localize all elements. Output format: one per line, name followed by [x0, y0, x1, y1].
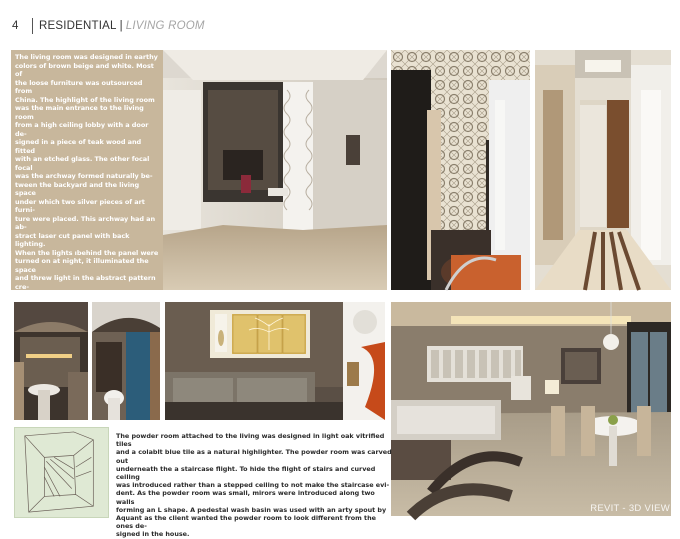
photo-powder-room-wc — [92, 302, 160, 420]
photo-living-dining-render — [391, 302, 671, 516]
sketch-note-top — [19, 438, 20, 443]
page-number: 4 — [12, 20, 19, 32]
render-watermark: REVIT - 3D VIEW — [590, 503, 670, 514]
photo-living-room-archway — [163, 50, 387, 290]
title-separator: | — [119, 20, 123, 32]
intro-paragraph: The living room was designed in earthy colors of brown beige and white. Most of the loose furniture was outsourced from China. The highlight of the living room was the main entrance to the living room from a high ceiling lobby with a door de- signed in a piece of teak wood and fitted with an etched glass. The other focal focal was the archway formed naturally be- tween the backyard and the living space under which two silver pieces of art furni- ture were placed. This archway had an ab- stract laser cut panel with back lighting. When the lights ıbehind the panel were turned on at night, it illuminated the space and threw light in the abstract pattern cre- ating an interesting play of light and — [15, 53, 159, 299]
photo-laser-cut-archway — [391, 50, 530, 290]
room-title: LIVING ROOM — [125, 20, 205, 32]
photo-sofa-wall — [165, 302, 385, 420]
sketch-staircase-section — [14, 427, 109, 518]
photo-powder-room-basin — [14, 302, 88, 420]
powder-room-paragraph: The powder room attached to the living was designed in light oak vitrified tiles and a colablt blue tile as a natural highlighter. The powder room was carved out underneath the a staircase flight. To hide the flight of stairs and curved ceiling was introduced rather than a stepped ceiling to not make the staircase evi- dent. As the powder room was small, mirors were introduced along two walls forming an L shape. A pedestal wash basin was used with an arty spout by Aquant as the client wanted the powder room to look different from the ones de- signed in the house. — [116, 432, 392, 539]
section-title: RESIDENTIAL — [39, 20, 117, 32]
header-divider — [32, 18, 33, 34]
page-header — [12, 18, 205, 34]
photo-entrance-corridor — [535, 50, 671, 290]
intro-text-panel — [11, 50, 163, 299]
